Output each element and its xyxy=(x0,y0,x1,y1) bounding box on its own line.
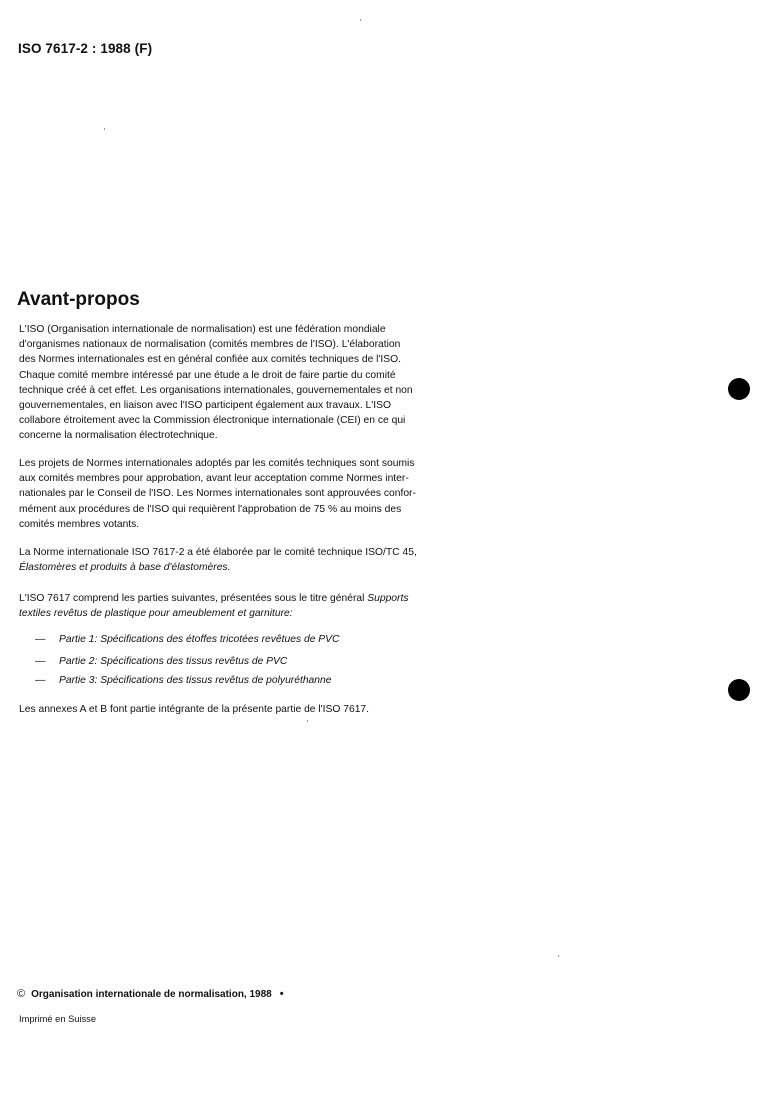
scan-speck xyxy=(360,19,361,21)
paragraph-foreword-4 xyxy=(19,591,457,621)
paragraph-line: d'organismes nationaux de normalisation (comités membres de l'ISO). L'élaboration xyxy=(19,339,401,351)
paragraph-line: collabore étroitement avec la Commission électronique internationale (CEI) en ce qui xyxy=(19,415,406,427)
page-title: Avant-propos xyxy=(17,289,140,310)
scan-speck xyxy=(558,955,559,957)
paragraph-line: Chaque comité membre intéressé par une étude a le droit de faire partie du comité xyxy=(19,369,396,381)
paragraph-line: concerne la normalisation électrotechnique. xyxy=(19,430,218,442)
paragraph-text-italic: Supports xyxy=(367,593,409,604)
paragraph-foreword-5: Les annexes A et B font partie intégrante de la présente partie de l'ISO 7617. xyxy=(19,704,370,715)
copyright-symbol: © xyxy=(17,988,26,1000)
list-dash: — xyxy=(35,634,46,645)
paragraph-line: des Normes internationales est en général confiée aux comités techniques de l'ISO. xyxy=(19,354,402,366)
paragraph-line: technique créé à cet effet. Les organisations internationales, gouvernementales et non xyxy=(19,384,413,396)
list-item xyxy=(35,654,287,669)
paragraph-line: gouvernementales, en liaison avec l'ISO participent également aux travaux. L'ISO xyxy=(19,400,391,412)
list-item-text: Partie 3: Spécifications des tissus revêtus de polyuréthanne xyxy=(59,675,332,686)
list-dash: — xyxy=(35,675,46,686)
paragraph-line: nationales par le Conseil de l'ISO. Les Normes internationales sont approuvées confor- xyxy=(19,488,416,500)
binding-hole-mark xyxy=(728,679,750,701)
paragraph-foreword-3 xyxy=(19,545,457,575)
bullet-icon: • xyxy=(279,988,284,1000)
list-item-text: Partie 1: Spécifications des étoffes tricotées revêtues de PVC xyxy=(59,634,340,645)
list-dash: — xyxy=(35,656,46,667)
paragraph-foreword-1 xyxy=(19,322,457,444)
paragraph-line-italic: Élastomères et produits à base d'élastomères. xyxy=(19,562,231,574)
list-item xyxy=(35,673,331,688)
list-item-text: Partie 2: Spécifications des tissus revêtus de PVC xyxy=(59,656,288,667)
paragraph-line: comités membres votants. xyxy=(19,518,140,530)
paragraph-foreword-2 xyxy=(19,456,457,532)
document-id-header: ISO 7617-2 : 1988 (F) xyxy=(18,41,153,56)
paragraph-line: L'ISO (Organisation internationale de normalisation) est une fédération mondiale xyxy=(19,324,386,335)
list-item xyxy=(35,632,339,647)
copyright-text: Organisation internationale de normalisation, 1988 xyxy=(31,989,272,1000)
copyright-line xyxy=(17,988,284,1000)
paragraph-line: aux comités membres pour approbation, avant leur acceptation comme Normes inter- xyxy=(19,473,409,485)
printed-in-note: Imprimé en Suisse xyxy=(19,1014,96,1024)
binding-hole-mark xyxy=(728,378,750,400)
scan-speck xyxy=(104,128,105,130)
paragraph-line: Les projets de Normes internationales adoptés par les comités techniques sont soumis xyxy=(19,458,415,469)
scan-speck xyxy=(307,720,308,722)
paragraph-text: L'ISO 7617 comprend les parties suivantes, présentées sous le titre général xyxy=(19,593,368,604)
paragraph-line: La Norme internationale ISO 7617-2 a été élaborée par le comité technique ISO/TC 45, xyxy=(19,547,417,558)
paragraph-line: mément aux procédures de l'ISO qui requièrent l'approbation de 75 % au moins des xyxy=(19,503,402,515)
paragraph-line-italic: textiles revêtus de plastique pour ameublement et garniture: xyxy=(19,608,293,620)
